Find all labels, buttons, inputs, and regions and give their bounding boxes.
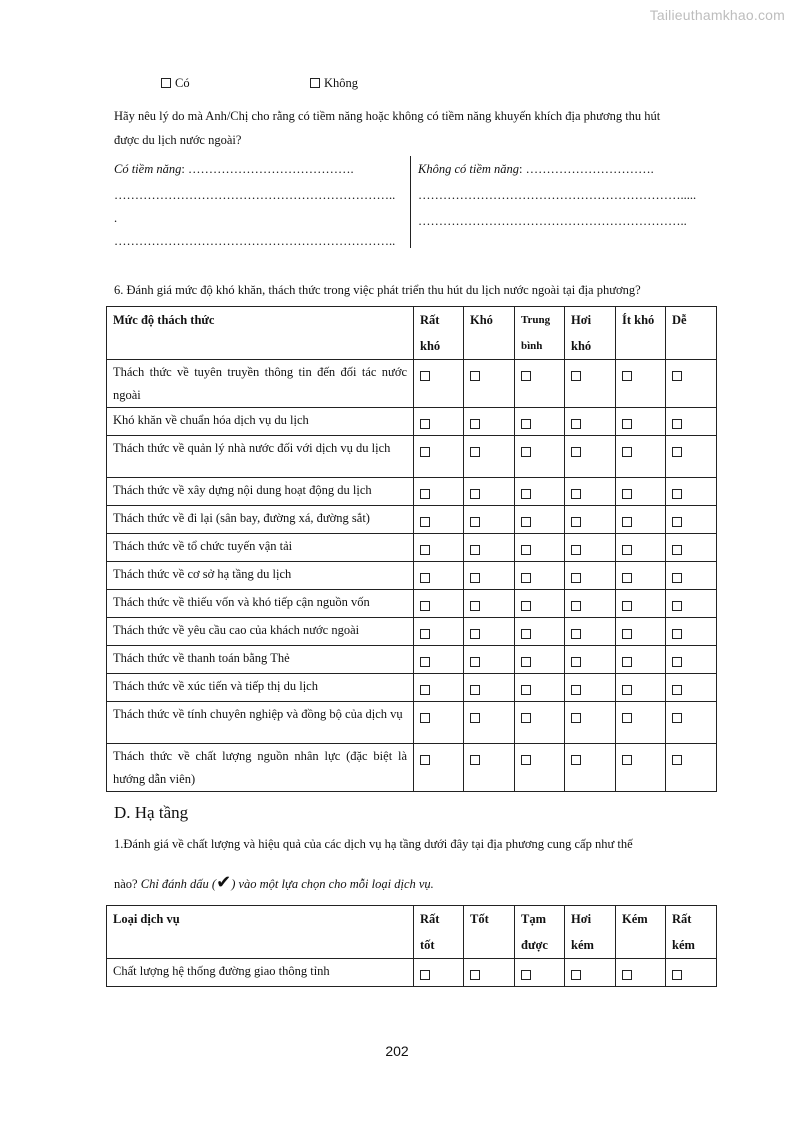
challenge-row (107, 562, 717, 590)
challenge-option-cell (616, 436, 666, 478)
challenge-option-cell (616, 646, 666, 674)
checkbox[interactable] (521, 685, 531, 695)
challenge-option-cell (515, 674, 565, 702)
checkbox[interactable] (470, 970, 480, 980)
infrastructure-option-cell (616, 959, 666, 987)
challenge-option-cell (464, 590, 515, 618)
checkbox[interactable] (420, 685, 430, 695)
challenge-option-cell (464, 506, 515, 534)
challenge-option-cell (666, 618, 717, 646)
challenge-option-cell (565, 478, 616, 506)
challenge-option-cell (666, 744, 717, 792)
challenge-option-cell (464, 408, 515, 436)
challenge-row-label: Thách thức về thiếu vốn và khó tiếp cận nguồn vốn (107, 590, 414, 618)
challenge-option-cell (616, 506, 666, 534)
checkbox[interactable] (672, 629, 682, 639)
challenge-option-cell (414, 702, 464, 744)
challenge-row (107, 506, 717, 534)
reasons-potential[interactable] (114, 156, 406, 254)
challenge-option-cell (414, 408, 464, 436)
checkbox[interactable] (420, 419, 430, 429)
reasons-potential-line-4: ………………………………………………………….. (114, 234, 396, 248)
challenge-row-label: Thách thức về tổ chức tuyến vận tải (107, 534, 414, 562)
reasons-potential-label: Có tiềm năng (114, 162, 182, 176)
checkbox[interactable] (672, 685, 682, 695)
reason-prompt-line-1: Hãy nêu lý do mà Anh/Chị cho rằng có tiềm năng hoặc không có tiềm năng khuyến khích địa phương thu hút (114, 109, 661, 123)
checkbox[interactable] (622, 545, 632, 555)
checkbox[interactable] (672, 447, 682, 457)
challenge-row (107, 534, 717, 562)
checkbox[interactable] (470, 447, 480, 457)
infrastructure-row (107, 959, 717, 987)
checkbox[interactable] (571, 371, 581, 381)
reasons-potential-line-2: ………………………………………………………….. (114, 188, 396, 202)
challenge-option-cell (666, 436, 717, 478)
challenge-row (107, 674, 717, 702)
challenge-table (106, 306, 717, 792)
challenge-option-cell (666, 590, 717, 618)
page-number: 202 (385, 1043, 409, 1059)
challenge-option-cell (565, 436, 616, 478)
challenge-option-cell (616, 534, 666, 562)
d1-prompt-line-2 (114, 870, 720, 896)
checkbox[interactable] (470, 489, 480, 499)
challenge-option-cell (414, 436, 464, 478)
challenge-option-cell (464, 674, 515, 702)
challenge-option-cell (565, 506, 616, 534)
challenge-option-cell (515, 618, 565, 646)
checkbox[interactable] (571, 447, 581, 457)
challenge-row-label: Thách thức về thanh toán bằng Thẻ (107, 646, 414, 674)
checkbox[interactable] (622, 629, 632, 639)
checkbox[interactable] (571, 657, 581, 667)
challenge-row (107, 590, 717, 618)
infrastructure-option-cell (414, 959, 464, 987)
challenge-option-cell (464, 534, 515, 562)
choice-no-label: Không (324, 76, 359, 90)
checkbox[interactable] (622, 755, 632, 765)
challenge-option-cell (414, 478, 464, 506)
challenge-option-cell (565, 360, 616, 408)
checkbox[interactable] (470, 713, 480, 723)
checkbox[interactable] (470, 419, 480, 429)
checkbox-yes[interactable] (161, 78, 171, 88)
col-kem: Kém (616, 906, 666, 959)
challenge-option-cell (464, 562, 515, 590)
checkbox[interactable] (571, 685, 581, 695)
challenge-option-cell (414, 744, 464, 792)
challenge-option-cell (464, 744, 515, 792)
checkbox[interactable] (420, 447, 430, 457)
challenge-option-cell (414, 674, 464, 702)
col-it-kho: Ít khó (616, 307, 666, 360)
checkbox[interactable] (571, 601, 581, 611)
challenge-row-label: Thách thức về tính chuyên nghiệp và đồng bộ của dịch vụ (107, 702, 414, 744)
challenge-row (107, 360, 717, 408)
checkbox[interactable] (470, 371, 480, 381)
checkbox[interactable] (672, 573, 682, 583)
challenge-option-cell (616, 618, 666, 646)
checkbox[interactable] (420, 970, 430, 980)
watermark: Tailieuthamkhao.com (649, 7, 785, 23)
challenge-option-cell (666, 360, 717, 408)
col-hoi-kem: Hơi kém (565, 906, 616, 959)
challenge-option-cell (565, 702, 616, 744)
checkbox[interactable] (521, 713, 531, 723)
challenge-option-cell (666, 562, 717, 590)
challenge-option-cell (414, 590, 464, 618)
checkbox-no[interactable] (310, 78, 320, 88)
reasons-no-potential-line-3: ……………………………………………………….. (418, 214, 687, 228)
checkbox[interactable] (571, 970, 581, 980)
challenge-option-cell (666, 408, 717, 436)
challenge-option-cell (565, 646, 616, 674)
checkbox[interactable] (622, 657, 632, 667)
infrastructure-table-header (107, 906, 717, 959)
checkbox[interactable] (672, 419, 682, 429)
challenge-option-cell (515, 646, 565, 674)
reason-prompt-line-2: được du lịch nước ngoài? (114, 133, 242, 147)
challenge-option-cell (666, 702, 717, 744)
challenge-option-cell (666, 674, 717, 702)
checkbox[interactable] (470, 657, 480, 667)
col-kho: Khó (464, 307, 515, 360)
reasons-potential-line-3: . (114, 211, 118, 225)
d1-prompt-instruction-end: ) vào một lựa chọn cho mỗi loại dịch vụ. (231, 877, 434, 891)
reason-prompt (114, 104, 720, 152)
col-tam-duoc: Tạm được (515, 906, 565, 959)
checkbox[interactable] (470, 755, 480, 765)
challenge-option-cell (515, 702, 565, 744)
challenge-row-label: Thách thức về cơ sở hạ tầng du lịch (107, 562, 414, 590)
challenge-option-cell (464, 436, 515, 478)
checkbox[interactable] (622, 517, 632, 527)
reasons-no-potential-line-1: : …………………………. (519, 162, 654, 176)
challenge-option-cell (616, 562, 666, 590)
challenge-option-cell (515, 562, 565, 590)
checkbox[interactable] (571, 545, 581, 555)
checkbox[interactable] (420, 657, 430, 667)
challenge-option-cell (414, 618, 464, 646)
infrastructure-option-cell (464, 959, 515, 987)
reasons-potential-line-1: : …………………………………. (181, 162, 354, 176)
reasons-divider (410, 156, 411, 248)
challenge-option-cell (616, 360, 666, 408)
checkbox[interactable] (622, 685, 632, 695)
checkbox[interactable] (672, 601, 682, 611)
checkbox[interactable] (672, 755, 682, 765)
choice-no[interactable] (310, 76, 358, 91)
checkbox[interactable] (571, 489, 581, 499)
reasons-no-potential[interactable] (418, 156, 718, 234)
challenge-option-cell (515, 534, 565, 562)
challenge-option-cell (464, 360, 515, 408)
checkbox[interactable] (571, 755, 581, 765)
reasons-no-potential-label: Không có tiềm năng (418, 162, 520, 176)
challenge-option-cell (565, 744, 616, 792)
checkbox[interactable] (571, 517, 581, 527)
checkbox[interactable] (521, 419, 531, 429)
challenge-option-cell (565, 674, 616, 702)
challenge-option-cell (565, 618, 616, 646)
challenge-option-cell (666, 646, 717, 674)
checkbox[interactable] (420, 629, 430, 639)
challenge-option-cell (565, 534, 616, 562)
checkbox[interactable] (521, 545, 531, 555)
checkbox[interactable] (470, 629, 480, 639)
challenge-option-cell (414, 506, 464, 534)
infrastructure-option-cell (565, 959, 616, 987)
challenge-option-cell (515, 436, 565, 478)
checkbox[interactable] (420, 601, 430, 611)
checkbox[interactable] (420, 755, 430, 765)
challenge-row-label: Thách thức về chất lượng nguồn nhân lực (đặc biệt là hướng dẫn viên) (107, 744, 414, 792)
d1-prompt-instruction: Chỉ đánh dấu ( (140, 877, 217, 891)
d1-prompt-line-1: 1.Đánh giá về chất lượng và hiệu quả của các dịch vụ hạ tầng dưới đây tại địa phương cung cấp như thế (114, 837, 633, 851)
checkbox[interactable] (622, 713, 632, 723)
checkbox[interactable] (622, 489, 632, 499)
challenge-option-cell (414, 360, 464, 408)
reasons-no-potential-line-2: ………………………………………………………..... (418, 188, 697, 202)
choice-yes[interactable] (161, 76, 190, 91)
checkbox[interactable] (571, 713, 581, 723)
col-rat-tot: Rất tốt (414, 906, 464, 959)
challenge-option-cell (464, 618, 515, 646)
challenge-row (107, 478, 717, 506)
checkbox[interactable] (420, 517, 430, 527)
challenge-row-label: Thách thức về xúc tiến và tiếp thị du lịch (107, 674, 414, 702)
choice-yes-label: Có (175, 76, 190, 90)
challenge-option-cell (565, 562, 616, 590)
checkbox[interactable] (622, 371, 632, 381)
checkbox[interactable] (470, 685, 480, 695)
challenge-row (107, 436, 717, 478)
infrastructure-option-cell (515, 959, 565, 987)
challenge-row-label: Thách thức về xây dựng nội dung hoạt động du lịch (107, 478, 414, 506)
checkbox[interactable] (470, 601, 480, 611)
challenge-option-cell (515, 408, 565, 436)
challenge-option-cell (666, 506, 717, 534)
challenge-option-cell (616, 744, 666, 792)
col-trung-binh: Trung bình (515, 307, 565, 360)
checkbox[interactable] (672, 970, 682, 980)
checkbox[interactable] (672, 545, 682, 555)
section-d-title: D. Hạ tầng (114, 803, 189, 822)
checkbox[interactable] (521, 517, 531, 527)
checkbox[interactable] (672, 489, 682, 499)
checkmark-icon: ✔ (216, 872, 232, 892)
checkbox[interactable] (622, 419, 632, 429)
challenge-row-label: Khó khăn về chuẩn hóa dịch vụ du lịch (107, 408, 414, 436)
checkbox[interactable] (521, 601, 531, 611)
checkbox[interactable] (521, 489, 531, 499)
col-tot: Tốt (464, 906, 515, 959)
col-hoi-kho: Hơi khó (565, 307, 616, 360)
checkbox[interactable] (521, 371, 531, 381)
challenge-option-cell (515, 478, 565, 506)
challenge-row-label: Thách thức về yêu cầu cao của khách nước ngoài (107, 618, 414, 646)
challenge-row (107, 702, 717, 744)
infra-header-label: Loại dịch vụ (107, 906, 414, 959)
checkbox[interactable] (420, 371, 430, 381)
infrastructure-option-cell (666, 959, 717, 987)
checkbox[interactable] (521, 573, 531, 583)
challenge-row-label: Thách thức về quản lý nhà nước đối với dịch vụ du lịch (107, 436, 414, 478)
challenge-option-cell (616, 590, 666, 618)
checkbox[interactable] (521, 629, 531, 639)
challenge-option-cell (464, 646, 515, 674)
reasons-box (114, 156, 714, 248)
challenge-option-cell (565, 590, 616, 618)
challenge-option-cell (616, 674, 666, 702)
challenge-option-cell (616, 702, 666, 744)
checkbox[interactable] (622, 573, 632, 583)
challenge-option-cell (515, 506, 565, 534)
checkbox[interactable] (420, 713, 430, 723)
checkbox[interactable] (470, 573, 480, 583)
challenge-option-cell (464, 702, 515, 744)
challenge-option-cell (515, 744, 565, 792)
challenge-header-label: Mức độ thách thức (107, 307, 414, 360)
challenge-option-cell (414, 534, 464, 562)
checkbox[interactable] (672, 713, 682, 723)
challenge-option-cell (616, 408, 666, 436)
challenge-option-cell (565, 408, 616, 436)
checkbox[interactable] (622, 970, 632, 980)
challenge-option-cell (616, 478, 666, 506)
checkbox[interactable] (470, 545, 480, 555)
checkbox[interactable] (672, 657, 682, 667)
q6-prompt: 6. Đánh giá mức độ khó khăn, thách thức trong việc phát triển thu hút du lịch nước ngoài tại địa phương? (114, 283, 641, 297)
challenge-row-label: Thách thức về tuyên truyền thông tin đến đối tác nước ngoài (107, 360, 414, 408)
challenge-row (107, 408, 717, 436)
checkbox[interactable] (622, 601, 632, 611)
checkbox[interactable] (521, 657, 531, 667)
challenge-row (107, 744, 717, 792)
checkbox[interactable] (571, 573, 581, 583)
checkbox[interactable] (672, 517, 682, 527)
challenge-option-cell (414, 646, 464, 674)
challenge-option-cell (515, 360, 565, 408)
checkbox[interactable] (521, 447, 531, 457)
infrastructure-table (106, 905, 717, 987)
challenge-option-cell (464, 478, 515, 506)
col-de: Dễ (666, 307, 717, 360)
checkbox[interactable] (521, 970, 531, 980)
d1-prompt-start: nào? (114, 877, 141, 891)
checkbox[interactable] (571, 419, 581, 429)
checkbox[interactable] (420, 573, 430, 583)
checkbox[interactable] (672, 371, 682, 381)
challenge-row (107, 646, 717, 674)
challenge-row-label: Thách thức về đi lại (sân bay, đường xá, đường sắt) (107, 506, 414, 534)
checkbox[interactable] (622, 447, 632, 457)
checkbox[interactable] (521, 755, 531, 765)
challenge-table-header (107, 307, 717, 360)
col-rat-kem: Rất kém (666, 906, 717, 959)
checkbox[interactable] (420, 545, 430, 555)
checkbox[interactable] (470, 517, 480, 527)
challenge-option-cell (414, 562, 464, 590)
infrastructure-row-label: Chất lượng hệ thống đường giao thông tỉnh (107, 959, 414, 987)
checkbox[interactable] (420, 489, 430, 499)
col-rat-kho: Rất khó (414, 307, 464, 360)
checkbox[interactable] (571, 629, 581, 639)
challenge-option-cell (515, 590, 565, 618)
challenge-option-cell (666, 534, 717, 562)
challenge-row (107, 618, 717, 646)
challenge-option-cell (666, 478, 717, 506)
